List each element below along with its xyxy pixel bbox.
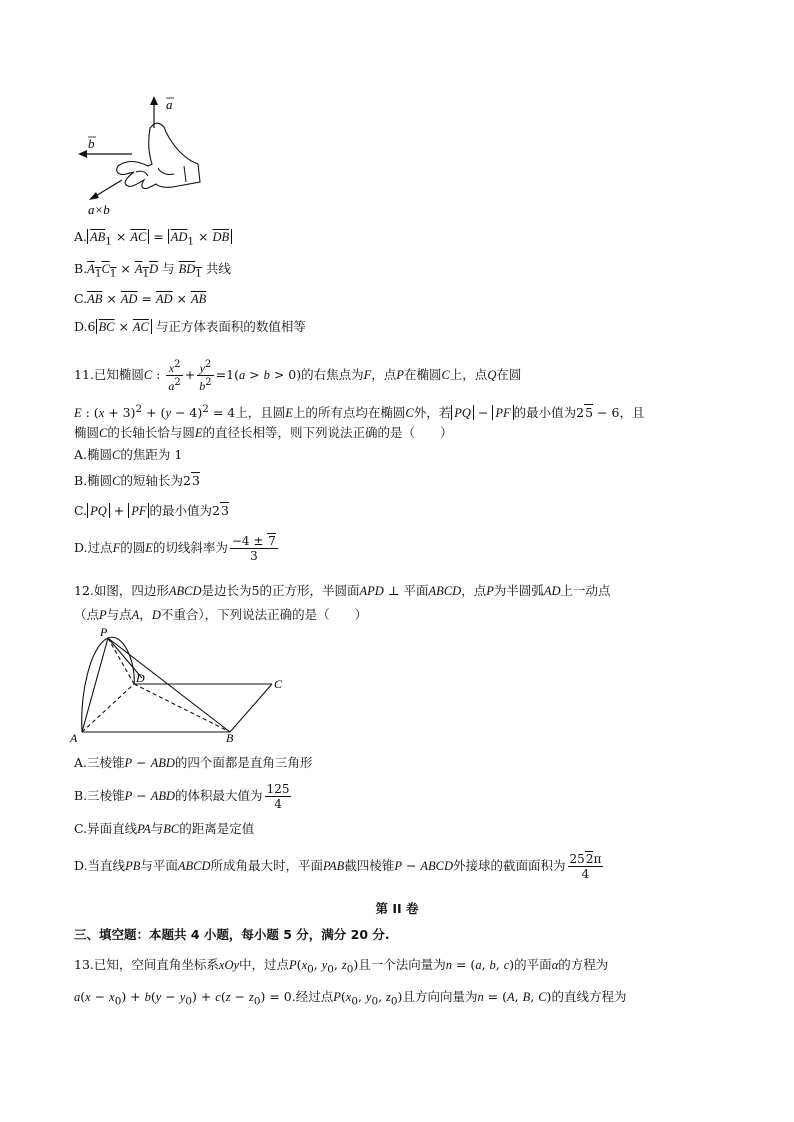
q11-stem-line-3: 椭圆C的长轴长恰与圆E的直径长相等，则下列说法正确的是（ ） bbox=[74, 425, 453, 440]
label-b: b bbox=[88, 136, 95, 151]
q12-stem-line-2: （点P与点A，D不重合），下列说法正确的是（ ） bbox=[74, 607, 368, 622]
label-a-cross-b: a×b bbox=[88, 202, 110, 217]
vertex-C: C bbox=[274, 677, 283, 691]
q11-option-b: B.椭圆C的短轴长为23 bbox=[74, 473, 200, 488]
q12-stem-line-1: 12.如图，四边形ABCD是边长为5的正方形，半圆面APD ⊥ 平面ABCD，点P为半圆弧AD上一动点 bbox=[74, 583, 611, 598]
q11-option-a: A.椭圆C的焦距为 1 bbox=[74, 447, 183, 462]
q11-option-c: C. PQ + PF 的最小值为23 bbox=[74, 503, 229, 518]
q12-option-a: A.三棱锥P − ABD的四个面都是直角三角形 bbox=[74, 755, 313, 770]
section-heading: 三、填空题：本题共 4 小题，每小题 5 分，满分 20 分. bbox=[74, 927, 390, 942]
q10-option-b: $B.A_1C_1 \times A_1D$ 与 $BD_1$ 共线 bbox=[74, 261, 231, 280]
right-hand-rule-figure bbox=[74, 94, 214, 220]
q13-stem-line-1: 13.已知，空间直角坐标系xOy中，过点$P(x_0$, $y_0$, $z_0$)且一个法向量为n = (a, b, c)的平面α的方程为 bbox=[74, 957, 609, 976]
section-title: 第 II 卷 bbox=[375, 901, 419, 916]
vertex-A: A bbox=[70, 731, 78, 745]
vertex-B: B bbox=[226, 731, 234, 745]
q12-option-d: D.当直线PB与平面ABCD所成角最大时，平面PAB截四棱锥P − ABCD外接球的截面面积为 $\frac{252\pi}{4}$ bbox=[74, 852, 602, 881]
pyramid-figure bbox=[68, 624, 288, 746]
q10-option-a: A. $\overline{AB}_1 \times \overline{AC} = \overline{AD}_1 \times \overline{DB}$ bbox=[74, 228, 232, 251]
q10-option-d: D.6 $\overline{BC} \times \overline{AC}$ 与正方体表面积的数值相等 bbox=[74, 319, 306, 334]
q11-option-d: D.过点F的圆E的切线斜率为 $\frac{-4 \pm 7}{3}$ bbox=[74, 534, 276, 563]
q10-option-c: $C.\overline{AB} \times \overline{AD} = \overline{AD} \times \overline{AB}$ bbox=[74, 291, 207, 306]
vertex-D: D bbox=[136, 671, 145, 685]
q11-stem-line-1: 11.已知椭圆C : $\frac{x^2}{a^2}$ + $\frac{y^2}{b^2}$ =1(a > b > 0)的右焦点为F，点P在椭圆C上，点Q在圆 bbox=[74, 359, 522, 393]
q13-stem-line-2: $a(x - x_0) + b(y - y_0) + c(z - z_0) = 0$.经过点$P(x_0$, $y_0$, $z_0$)且方向向量为n = (A, B, C)的直线方程为 bbox=[74, 989, 627, 1008]
label-a: a bbox=[166, 97, 173, 112]
q11-stem-line-2: E : $(x + 3)^2 + (y - 4)^2 = 4$上，且圆E上的所有点均在椭圆C外，若 PQ − PF 的最小值为25 − 6，且 bbox=[74, 403, 645, 421]
q12-option-b: B.三棱锥P − ABD的体积最大值为 $\frac{125}{4}$ bbox=[74, 782, 290, 811]
q12-option-c: C.异面直线PA与BC的距离是定值 bbox=[74, 821, 255, 836]
vertex-P: P bbox=[100, 625, 108, 639]
